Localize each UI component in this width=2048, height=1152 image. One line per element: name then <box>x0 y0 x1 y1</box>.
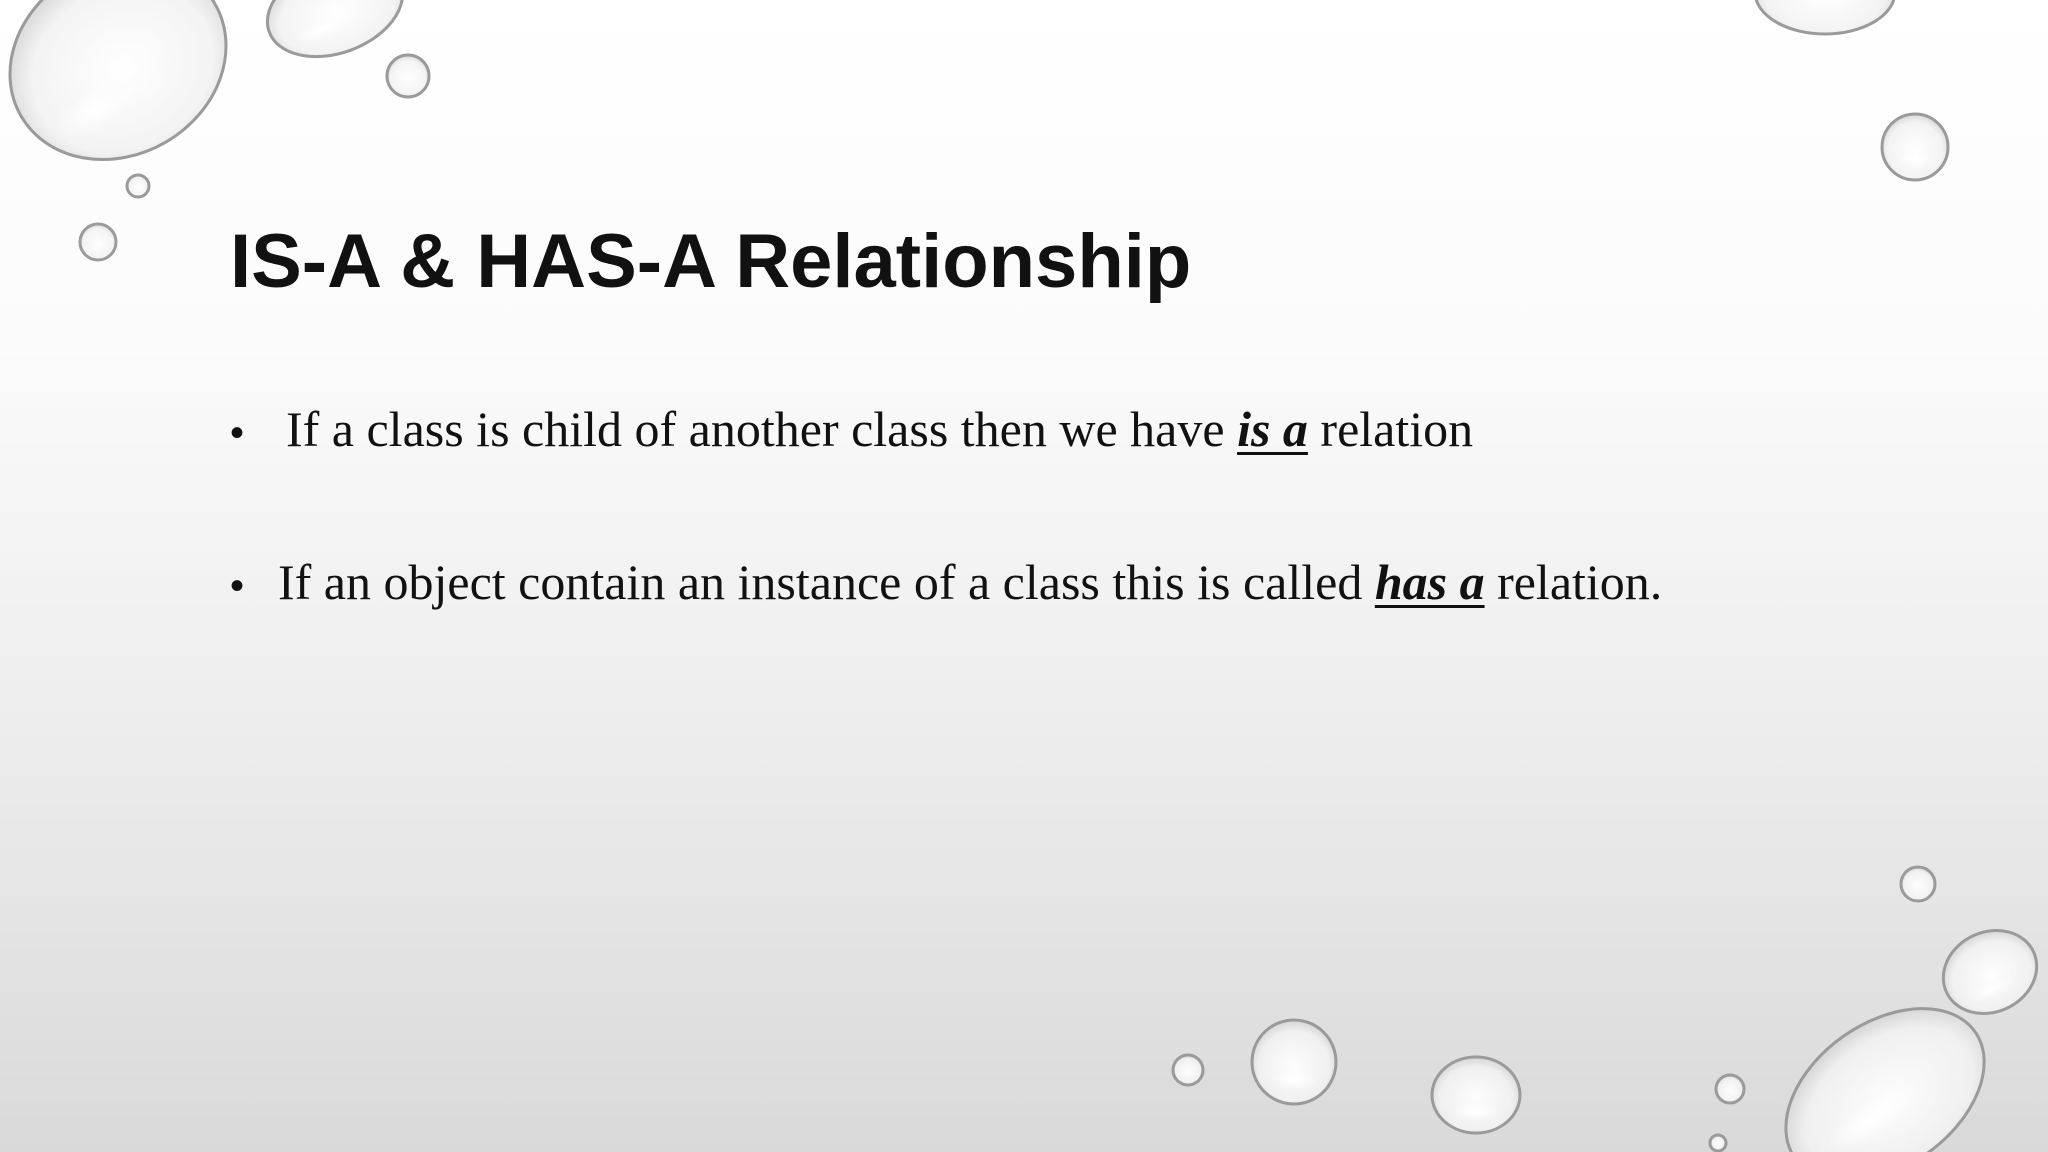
bullet-emphasis: has a <box>1374 554 1485 610</box>
bullet-list <box>230 400 1662 613</box>
bullet-icon: • <box>230 411 245 455</box>
bullet-emphasis: is a <box>1237 401 1308 457</box>
bullet-item-is-a <box>230 400 1662 460</box>
bullet-icon: • <box>230 564 245 608</box>
bullet-text <box>286 400 1473 458</box>
slide-title: IS-A & HAS-A Relationship <box>230 219 1192 304</box>
bullet-item-has-a <box>230 553 1662 613</box>
bullet-text-after: relation <box>1307 401 1474 457</box>
bullet-text-before: If an object contain an instance of a class this is called <box>278 554 1375 610</box>
bullet-text-before: If a class is child of another class then we have <box>286 401 1238 457</box>
bullet-text-after: relation. <box>1484 554 1663 610</box>
bullet-text <box>278 553 1662 611</box>
